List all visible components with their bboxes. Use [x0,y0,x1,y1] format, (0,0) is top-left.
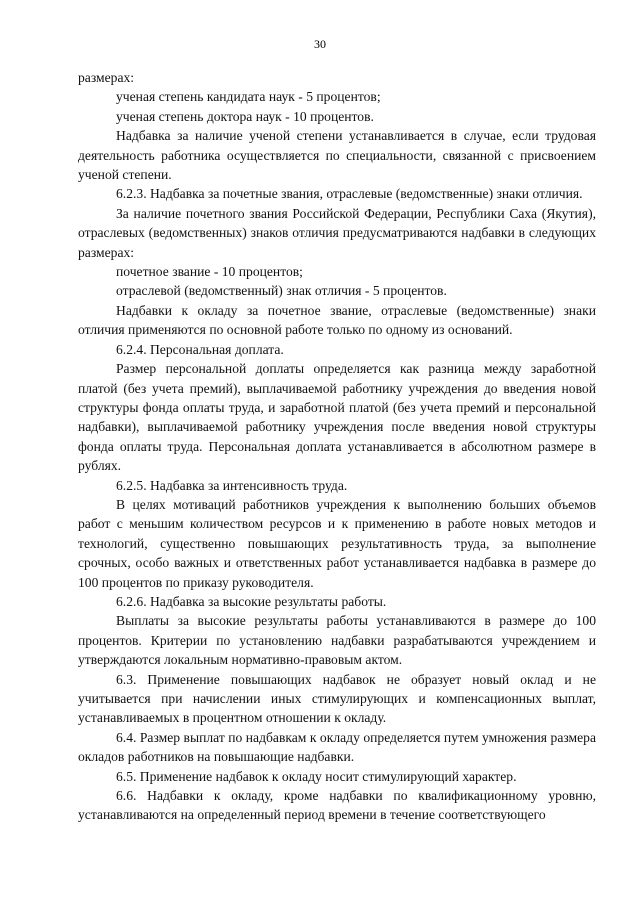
section-heading: 6.2.3. Надбавка за почетные звания, отраслевые (ведомственные) знаки отличия. [116,186,583,202]
paragraph: 6.4. Размер выплат по надбавкам к окладу определяется путем умножения размера окладов работников на повышающие надбавки. [78,729,596,765]
list-item: отраслевой (ведомственный) знак отличия - 5 процентов. [116,283,447,299]
paragraph: Надбавка за наличие ученой степени устанавливается в случае, если трудовая деятельность работника осуществляется по специальности, связанной с присвоением ученой степени. [78,128,596,183]
list-item: ученая степень кандидата наук - 5 процентов; [116,89,381,105]
paragraph: 6.5. Применение надбавок к окладу носит стимулирующий характер. [116,768,517,784]
paragraph: За наличие почетного звания Российской Федерации, Республики Саха (Якутия), отраслевых (ведомственных) знаков отличия предусматриваются надбавки в следующих размерах: [78,205,596,260]
section-heading: 6.2.5. Надбавка за интенсивность труда. [116,477,348,493]
paragraph: Надбавки к окладу за почетное звание, отраслевые (ведомственные) знаки отличия применяются по основной работе только по одному из оснований. [78,302,596,338]
section-heading: 6.2.6. Надбавка за высокие результаты работы. [116,593,387,609]
paragraph: 6.3. Применение повышающих надбавок не образует новый оклад и не учитывается при начислении иных стимулирующих и компенсационных выплат, устанавливаемых в процентном отношении к окладу. [78,671,596,726]
paragraph: Размер персональной доплаты определяется как разница между заработной платой (без учета премий), выплачиваемой работнику учреждения до введения новой структуры фонда оплаты труда, и заработной платой (без учета премий и персональной надбавки), выплачиваемой работнику учреждения после введения новой структуры фонда оплаты труда. Персональная доплата устанавливается в абсолютном размере в рублях. [78,361,596,474]
section-heading: 6.2.4. Персональная доплата. [116,341,284,357]
list-item: ученая степень доктора наук - 10 процентов. [116,108,374,124]
page-number: 30 [314,37,326,51]
list-item: почетное звание - 10 процентов; [116,264,303,280]
document-body [78,68,596,825]
paragraph: В целях мотиваций работников учреждения к выполнению больших объемов работ с меньшим количеством ресурсов и к применению в работе новых методов и технологий, существенно повышающих результативность труда, за выполнение срочных, особо важных и ответственных работ устанавливается надбавка в размере до 100 процентов по приказу руководителя. [78,496,596,590]
paragraph: Выплаты за высокие результаты работы устанавливаются в размере до 100 процентов. Критерии по установлению надбавки разрабатываются учреждением и утверждаются локальным нормативно-правовым актом. [78,613,596,668]
paragraph: размерах: [78,70,135,85]
paragraph: 6.6. Надбавки к окладу, кроме надбавки по квалификационному уровню, устанавливаются на определенный период времени в течение соответствующего [78,788,596,823]
